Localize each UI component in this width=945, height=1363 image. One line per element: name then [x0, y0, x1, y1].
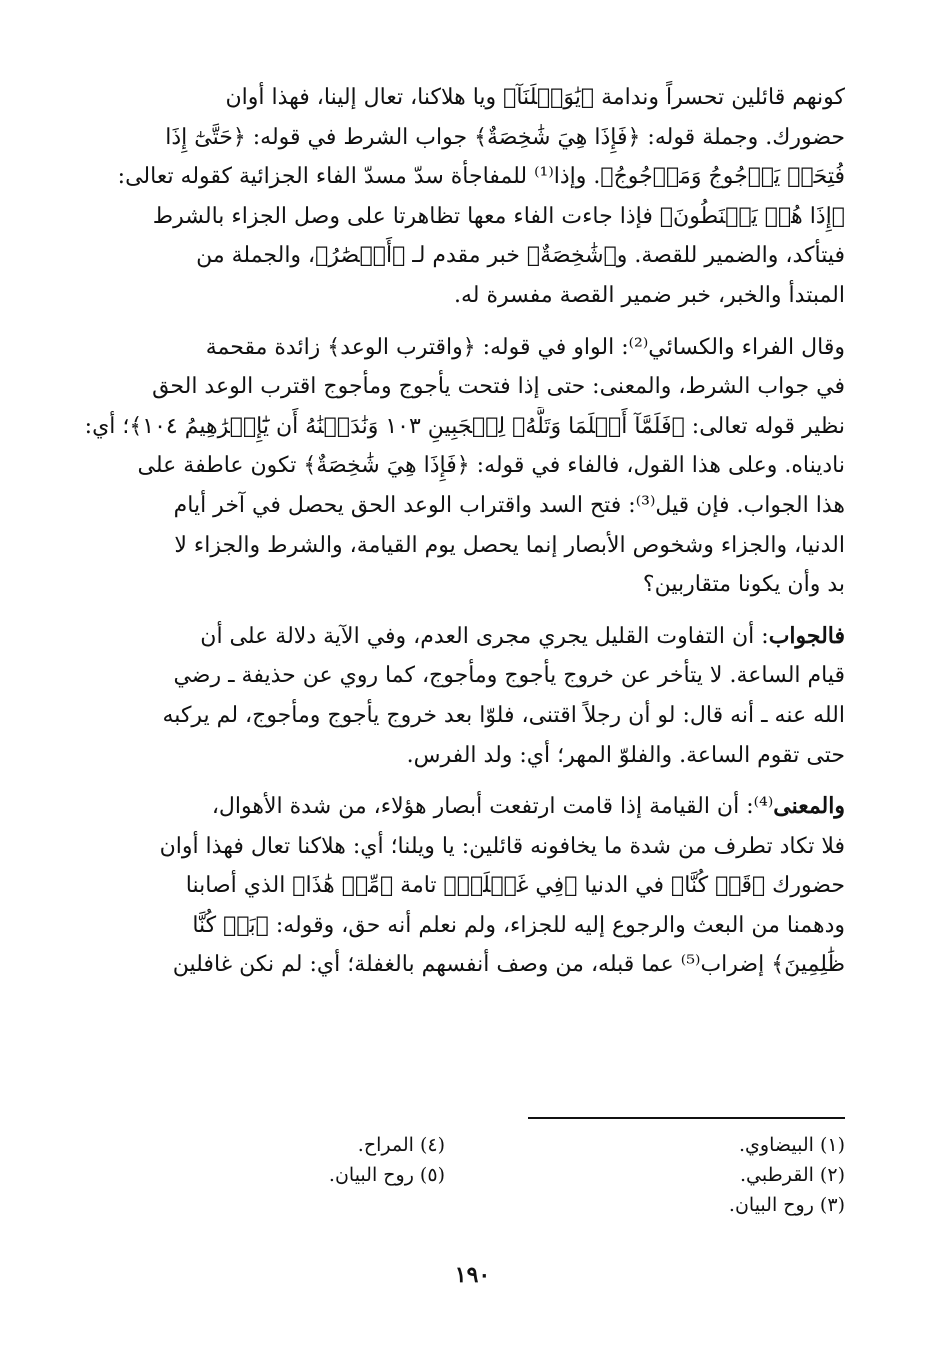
page-number: ١٩٠	[454, 1262, 491, 1288]
text-line: الدنيا، والجزاء وشخوص الأبصار إنما يحصل يوم القيامة، والشرط والجزاء لا	[174, 532, 845, 558]
line-text: : أن التفاوت القليل يجري مجرى العدم، وفي الآية دلالة على أن	[200, 623, 769, 649]
text-line	[76, 787, 845, 827]
text-line: كونهم قائلين تحسراً وندامة ﴿يَٰوَيۡلَنَآ﴾ ويا هلاكنا، تعال إلينا، فهذا أوان	[225, 85, 845, 110]
footnotes-column-right	[729, 1130, 845, 1220]
text-line: ناديناه. وعلى هذا القول، فالفاء في قوله: ﴿فَإِذَا هِيَ شَٰخِصَةٌ﴾ تكون عاطفة على	[137, 453, 845, 479]
text-line: ودهمنا من البعث والرجوع إليه للجزاء، ولم نعلم أنه حق، وقوله: ﴿بَلۡ كُنَّا	[192, 912, 845, 938]
text-line: فُتِحَتۡ يَأۡجُوجُ وَمَأۡجُوجُ﴾. وإذا⁽¹⁾ للمفاجأة سدّ مسدّ الفاء الجزائية كقوله تعالى:	[117, 164, 845, 190]
text-line: حضورك ﴿قَدۡ كُنَّا﴾ في الدنيا ﴿فِي غَفۡلَةٖ﴾ تامة ﴿مِّنۡ هَٰذَا﴾ الذي أصابنا	[185, 873, 845, 899]
footnote-5: (٥) روح البيان.	[328, 1164, 445, 1186]
text-line: وقال الفراء والكسائي⁽²⁾: الواو في قوله: ﴿واقترب الوعد﴾ زائدة مقحمة	[205, 334, 845, 360]
text-line: نظير قوله تعالى: ﴿فَلَمَّآ أَسۡلَمَا وَتَلَّهُۥ لِلۡجَبِينِ ١٠٣ وَنَٰدَيۡنَٰهُ أَن يَٰٓإِبۡرَٰهِيمُ ١٠٤﴾؛ أي:	[84, 413, 845, 439]
text-line: فلا تكاد تطرف من شدة ما يخافونه قائلين: يا ويلنا؛ أي: هلاكنا تعال فهذا أوان	[159, 833, 845, 859]
footnote-3: (٣) روح البيان.	[728, 1194, 845, 1216]
line-text: ⁽⁴⁾: أن القيامة إذا قامت ارتفعت أبصار هؤلاء، من شدة الأهوال،	[211, 794, 774, 820]
lead-word: والمعنى	[773, 793, 845, 820]
footnote-1: (١) البيضاوي.	[739, 1134, 845, 1156]
paragraph-4	[76, 787, 845, 985]
text-line: قيام الساعة. لا يتأخر عن خروج يأجوج ومأجوج، كما روي عن حذيفة ـ رضي	[173, 663, 845, 689]
text-line: المبتدأ والخبر، خبر ضمير القصة مفسرة له.	[453, 282, 845, 308]
text-line: ﴿إِذَا هُمۡ يَقۡنَطُونَ﴾ فإذا جاءت الفاء معها تظاهرتا على وصل الجزاء بالشرط	[152, 203, 845, 229]
text-line: الله عنه ـ أنه قال: لو أن رجلاً اقتنى، فلوّا بعد خروج يأجوج ومأجوج، لم يركبه	[162, 702, 845, 728]
text-line: بد وأن يكونا متقاربين؟	[642, 572, 845, 598]
footnotes-column-left	[329, 1130, 445, 1190]
footnote-4: (٤) المراح.	[357, 1134, 445, 1156]
paragraph-1	[76, 78, 845, 316]
text-line: هذا الجواب. فإن قيل⁽³⁾: فتح السد واقتراب الوعد الحق يحصل في آخر أيام	[173, 492, 845, 518]
footnote-divider	[528, 1117, 845, 1119]
text-line: حضورك. وجملة قوله: ﴿فَإِذَا هِيَ شَٰخِصَةٌ﴾ جواب الشرط في قوله: ﴿حَتَّىٰٓ إِذَا	[165, 124, 845, 150]
paragraph-2	[76, 328, 845, 605]
paragraph-3	[76, 617, 845, 775]
text-line: ظَٰلِمِينَ﴾ إضراب⁽⁵⁾ عما قبله، من وصف أنفسهم بالغفلة؛ أي: لم نكن غافلين	[172, 952, 845, 978]
body-text	[76, 78, 845, 997]
text-line: فيتأكد، والضمير للقصة. و﴿شَٰخِصَةٌ﴾ خبر مقدم لـ ﴿أَبۡصَٰرُ﴾، والجملة من	[196, 243, 845, 269]
footnote-2: (٢) القرطبي.	[740, 1164, 845, 1186]
text-line: في جواب الشرط، والمعنى: حتى إذا فتحت يأجوج ومأجوج اقترب الوعد الحق	[152, 374, 845, 400]
text-line: حتى تقوم الساعة. والفلوّ المهر؛ أي: ولد الفرس.	[406, 742, 845, 768]
text-line	[76, 617, 845, 657]
lead-word: فالجواب	[768, 622, 845, 649]
